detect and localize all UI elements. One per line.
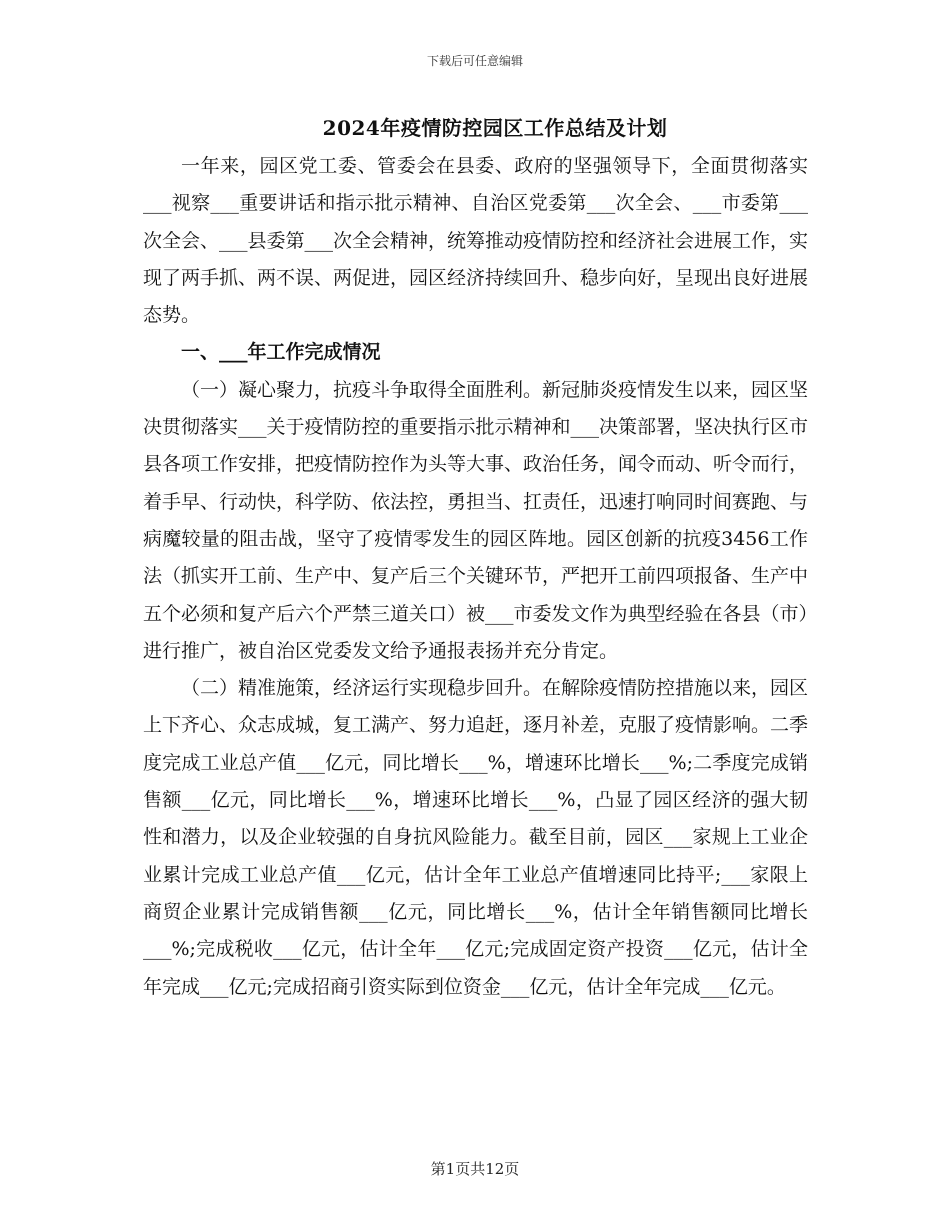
section-paragraph-2: （二）精准施策，经济运行实现稳步回升。在解除疫情防控措施以来，园区上下齐心、众志成城，复工满产、努力追赶，逐月补差，克服了疫情影响。二季度完成工业总产值___亿元，同比增长___%，增速环比增长___%;二季度完成销售额___亿元，同比增长___%，增速环比增长___%，凸显了园区经济的强大韧性和潜力，以及企业较强的自身抗风险能力。截至目前，园区___家规上工业企业累计完成工业总产值___亿元，估计全年工业总产值增速同比持平;___家限上商贸企业累计完成销售额___亿元，同比增长___%，估计全年销售额同比增长___%;完成税收___亿元，估计全年___亿元;完成固定资产投资___亿元，估计全年完成___亿元;完成招商引资实际到位资金___亿元，估计全年完成___亿元。 xyxy=(143,677,809,998)
document-body xyxy=(143,148,808,1006)
section-heading: 一、___年工作完成情况 xyxy=(181,341,381,364)
section-paragraph-1: （一）凝心聚力，抗疫斗争取得全面胜利。新冠肺炎疫情发生以来，园区坚决贯彻落实___关于疫情防控的重要指示批示精神和___决策部署，坚决执行区市县各项工作安排，把疫情防控作为头等大事、政治任务，闻令而动、听令而行，着手早、行动快，科学防、依法控，勇担当、扛责任，迅速打响同时间赛跑、与病魔较量的阻击战，坚守了疫情零发生的园区阵地。园区创新的抗疫3456工作法（抓实开工前、生产中、复产后三个关键环节，严把开工前四项报备、生产中五个必须和复产后六个严禁三道关口）被___市委发文作为典型经验在各县（市）进行推广，被自治区党委发文给予通报表扬并充分肯定。 xyxy=(143,378,809,662)
header-note: 下载后可任意编辑 xyxy=(426,54,523,68)
document-title: 2024年疫情防控园区工作总结及计划 xyxy=(322,116,668,140)
page-number: 第1页共12页 xyxy=(430,1160,520,1178)
intro-paragraph: 一年来，园区党工委、管委会在县委、政府的坚强领导下，全面贯彻落实___视察___重要讲话和指示批示精神、自治区党委第___次全会、___市委第___次全会、___县委第___次全会精神，统筹推动疫情防控和经济社会进展工作，实现了两手抓、两不误、两促进，园区经济持续回升、稳步向好，呈现出良好进展态势。 xyxy=(143,155,809,327)
